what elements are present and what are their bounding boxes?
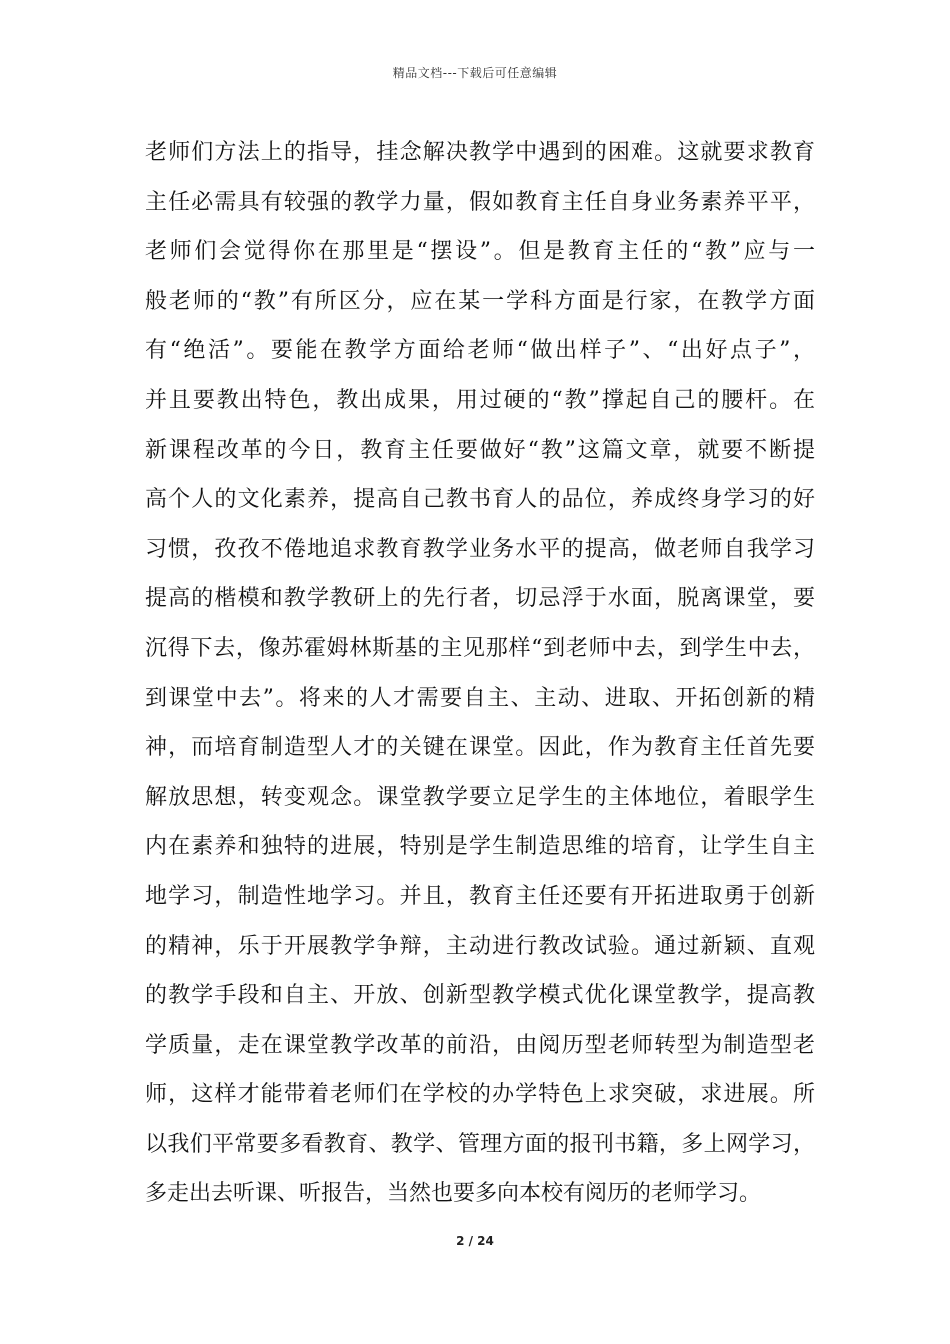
text-line: 沉得下去，像苏霍姆林斯基的主见那样“到老师中去，到学生中去， — [145, 635, 815, 661]
text-line: 的精神，乐于开展教学争辩，主动进行教改试验。通过新颖、直观 — [145, 933, 815, 959]
text-line: 提高的楷模和教学教研上的先行者，切忌浮于水面，脱离课堂，要 — [145, 586, 815, 612]
text-line: 有“绝活”。要能在教学方面给老师“做出样子”、“出好点子”， — [145, 338, 815, 364]
text-line: 般老师的“教”有所区分，应在某一学科方面是行家，在教学方面 — [145, 288, 815, 314]
text-line: 到课堂中去”。将来的人才需要自主、主动、进取、开拓创新的精 — [145, 685, 815, 711]
text-line: 新课程改革的今日，教育主任要做好“教”这篇文章，就要不断提 — [145, 437, 815, 463]
text-line: 主任必需具有较强的教学力量，假如教育主任自身业务素养平平， — [145, 189, 815, 215]
text-line: 的教学手段和自主、开放、创新型教学模式优化课堂教学，提高教 — [145, 983, 815, 1009]
text-line: 解放思想，转变观念。课堂教学要立足学生的主体地位，着眼学生 — [145, 784, 815, 810]
text-line: 并且要教出特色，教出成果，用过硬的“教”撑起自己的腰杆。在 — [145, 387, 815, 413]
text-line: 多走出去听课、听报告，当然也要多向本校有阅历的老师学习。 — [145, 1181, 762, 1207]
text-line: 习惯，孜孜不倦地追求教育教学业务水平的提高，做老师自我学习 — [145, 536, 815, 562]
text-line: 老师们方法上的指导，挂念解决教学中遇到的困难。这就要求教育 — [145, 140, 815, 165]
text-line: 高个人的文化素养，提高自己教书育人的品位，养成终身学习的好 — [145, 487, 815, 513]
text-line: 师，这样才能带着老师们在学校的办学特色上求突破，求进展。所 — [145, 1082, 815, 1108]
text-line: 内在素养和独特的进展，特别是学生制造思维的培育，让学生自主 — [145, 834, 815, 860]
text-line: 学质量，走在课堂教学改革的前沿，由阅历型老师转型为制造型老 — [145, 1032, 815, 1058]
text-line: 地学习，制造性地学习。并且，教育主任还要有开拓进取勇于创新 — [145, 883, 815, 909]
text-line: 神，而培育制造型人才的关键在课堂。因此，作为教育主任首先要 — [145, 735, 815, 761]
page-header: 精品文档---下载后可任意编辑 — [392, 66, 558, 80]
text-line: 以我们平常要多看教育、教学、管理方面的报刊书籍，多上网学习， — [145, 1131, 815, 1157]
body-text — [145, 128, 815, 1219]
text-line: 老师们会觉得你在那里是“摆设”。但是教育主任的“教”应与一 — [145, 239, 815, 265]
page-number: 2 / 24 — [456, 1234, 494, 1248]
